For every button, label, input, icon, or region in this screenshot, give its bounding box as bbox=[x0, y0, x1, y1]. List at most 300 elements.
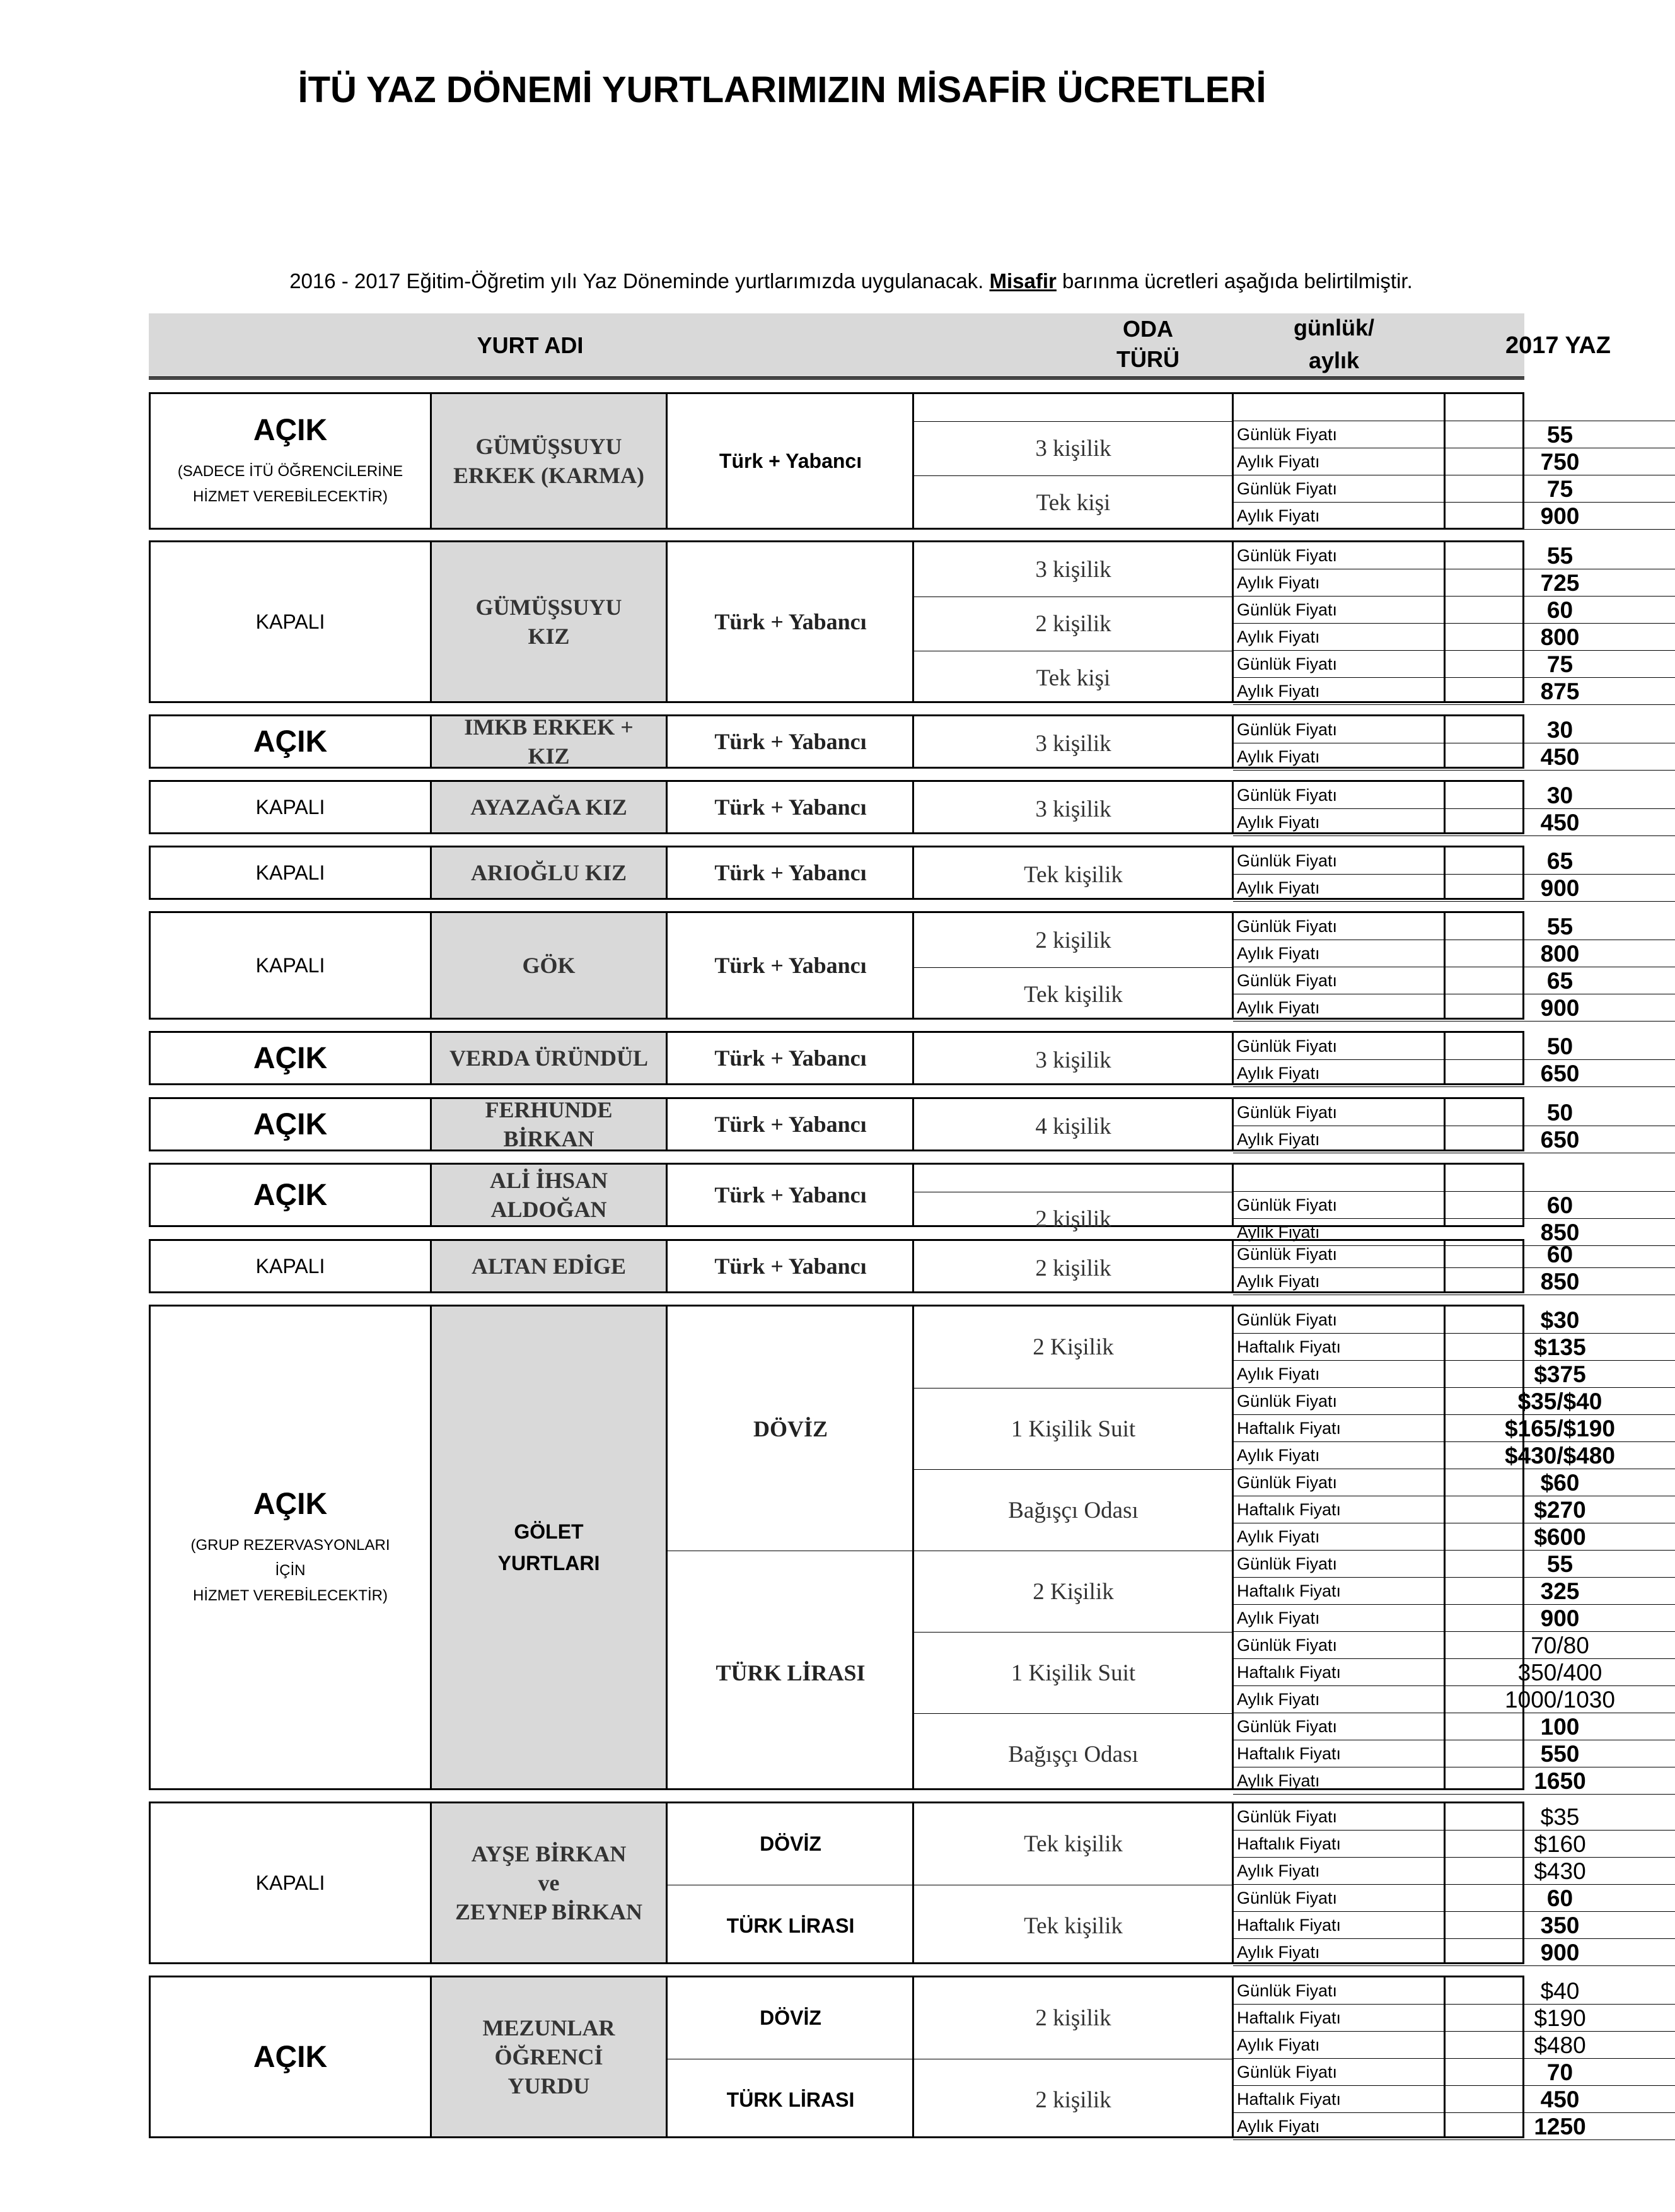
dorm-name-cell bbox=[430, 1803, 668, 1962]
dorm-status-cell bbox=[151, 847, 430, 898]
room-scope: Türk + Yabancı bbox=[714, 953, 867, 978]
column-divider bbox=[912, 1307, 914, 1788]
room-type: Tek kişilik bbox=[913, 1885, 1233, 1966]
room-type: 2 Kişilik bbox=[1033, 1334, 1114, 1360]
column-divider bbox=[1444, 1165, 1446, 1225]
rate-value: $430/$480 bbox=[1445, 1442, 1675, 1469]
dorm-name-cell bbox=[430, 1307, 668, 1788]
column-divider bbox=[1232, 847, 1234, 898]
column-divider bbox=[912, 782, 914, 832]
note-line: HİZMET VEREBİLECEKTİR) bbox=[193, 1586, 388, 1604]
room-type: 2 Kişilik bbox=[913, 1551, 1233, 1632]
rate-value: 850 bbox=[1445, 1219, 1675, 1246]
dorm-name-line: FERHUNDE bbox=[485, 1097, 613, 1122]
rate-value: 70/80 bbox=[1445, 1632, 1675, 1659]
column-divider bbox=[1232, 1803, 1234, 1962]
rate-label: Günlük Fiyatı bbox=[1233, 1551, 1445, 1578]
scope-group: DÖVİZ bbox=[760, 2006, 821, 2029]
header-period-2: aylık bbox=[1308, 347, 1360, 373]
dorm-name bbox=[455, 1839, 642, 1926]
rate-label: Aylık Fiyatı bbox=[1233, 624, 1445, 651]
dorm-name bbox=[522, 951, 575, 980]
rate-label: Haftalık Fiyatı bbox=[1233, 1740, 1445, 1767]
dorm-name-line: YURDU bbox=[507, 2073, 590, 2098]
table-block bbox=[149, 540, 1580, 704]
rate-label: Günlük Fiyatı bbox=[1233, 716, 1445, 743]
column-divider bbox=[1232, 782, 1234, 832]
rate-label: Günlük Fiyatı bbox=[1233, 1099, 1445, 1126]
rate-value: $165/$190 bbox=[1445, 1415, 1675, 1442]
rate-label: Günlük Fiyatı bbox=[1233, 1469, 1445, 1496]
intro-text bbox=[145, 264, 1557, 299]
rate-label: Aylık Fiyatı bbox=[1233, 503, 1445, 530]
rate-value: 75 bbox=[1445, 475, 1675, 503]
rate-value: 900 bbox=[1445, 1939, 1675, 1966]
rate-label: Günlük Fiyatı bbox=[1233, 542, 1445, 569]
rate-label: Günlük Fiyatı bbox=[1233, 1713, 1445, 1740]
rate-label: Haftalık Fiyatı bbox=[1233, 2005, 1445, 2032]
rate-value: 70 bbox=[1445, 2059, 1675, 2086]
status-wrap bbox=[256, 610, 325, 634]
rate-value: $600 bbox=[1445, 1523, 1675, 1551]
rate-value-empty bbox=[1445, 1165, 1675, 1192]
rate-value: $160 bbox=[1445, 1831, 1675, 1858]
dorm-name bbox=[490, 1166, 608, 1224]
rate-value: $270 bbox=[1445, 1496, 1675, 1523]
room-type: 2 kişilik bbox=[1035, 927, 1111, 953]
rate-value: 900 bbox=[1445, 875, 1675, 902]
dorm-status: AÇIK bbox=[253, 413, 328, 447]
rate-label: Haftalık Fiyatı bbox=[1233, 1496, 1445, 1523]
room-type: 2 kişilik bbox=[913, 1192, 1233, 1246]
dorm-status-cell bbox=[151, 1977, 430, 2136]
rate-label: Günlük Fiyatı bbox=[1233, 1241, 1445, 1268]
room-type: 3 kişilik bbox=[1035, 556, 1111, 583]
rate-label: Haftalık Fiyatı bbox=[1233, 1831, 1445, 1858]
dorm-name-line: VERDA ÜRÜNDÜL bbox=[449, 1045, 649, 1071]
header-yurt-adi: YURT ADI bbox=[477, 332, 584, 358]
rate-value: 65 bbox=[1445, 847, 1675, 875]
rate-label: Günlük Fiyatı bbox=[1233, 1307, 1445, 1334]
column-divider bbox=[1444, 782, 1446, 832]
rate-value: $135 bbox=[1445, 1334, 1675, 1361]
status-wrap bbox=[256, 1255, 325, 1278]
room-type: Tek kişi bbox=[913, 475, 1233, 530]
column-divider bbox=[912, 1165, 914, 1225]
room-type: Tek kişi bbox=[913, 651, 1233, 705]
room-scope: Türk + Yabancı bbox=[714, 609, 867, 634]
rate-value: $30 bbox=[1445, 1307, 1675, 1334]
dorm-name-line: ALDOĞAN bbox=[490, 1197, 607, 1222]
room-type: 2 kişilik bbox=[913, 597, 1233, 651]
rate-value: 75 bbox=[1445, 651, 1675, 678]
note-line: (SADECE İTÜ ÖĞRENCİLERİNE bbox=[177, 462, 403, 480]
rate-label: Günlük Fiyatı bbox=[1233, 1033, 1445, 1060]
scope-group: DÖVİZ bbox=[753, 1416, 828, 1441]
dorm-name-cell bbox=[430, 1099, 668, 1150]
rate-label: Günlük Fiyatı bbox=[1233, 967, 1445, 994]
rate-value: 800 bbox=[1445, 624, 1675, 651]
rate-label: Aylık Fiyatı bbox=[1233, 1219, 1445, 1246]
dorm-name-cell bbox=[430, 1033, 668, 1083]
column-divider bbox=[1444, 1033, 1446, 1083]
rate-label: Günlük Fiyatı bbox=[1233, 651, 1445, 678]
dorm-status-cell bbox=[151, 1033, 430, 1083]
status-wrap bbox=[256, 861, 325, 885]
rate-label: Aylık Fiyatı bbox=[1233, 1442, 1445, 1469]
status-wrap bbox=[253, 1041, 327, 1076]
dorm-status-cell bbox=[151, 394, 430, 528]
dorm-status: KAPALI bbox=[255, 1254, 325, 1278]
rate-value: $430 bbox=[1445, 1858, 1675, 1885]
rate-label-empty bbox=[1233, 1165, 1445, 1192]
header-oda-2: TÜRÜ bbox=[1116, 346, 1179, 372]
status-wrap bbox=[256, 796, 325, 819]
rate-label: Günlük Fiyatı bbox=[1233, 1388, 1445, 1415]
dorm-status-cell bbox=[151, 782, 430, 832]
table-block bbox=[149, 1802, 1586, 1965]
room-scope: Türk + Yabancı bbox=[714, 1182, 867, 1208]
room-type: 1 Kişilik Suit bbox=[913, 1632, 1233, 1713]
rate-label: Aylık Fiyatı bbox=[1233, 678, 1445, 705]
rate-label: Aylık Fiyatı bbox=[1233, 1767, 1445, 1795]
rate-label: Haftalık Fiyatı bbox=[1233, 1415, 1445, 1442]
dorm-name-line: AYAZAĞA KIZ bbox=[470, 795, 627, 820]
rate-value: 900 bbox=[1445, 994, 1675, 1022]
rate-label: Aylık Fiyatı bbox=[1233, 1060, 1445, 1087]
status-wrap bbox=[253, 2040, 327, 2075]
dorm-name-line: GÖK bbox=[522, 953, 576, 978]
rate-value: $480 bbox=[1445, 2032, 1675, 2059]
column-divider bbox=[1232, 394, 1234, 528]
scope-group: TÜRK LİRASI bbox=[668, 1551, 913, 1795]
dorm-name-cell bbox=[430, 913, 668, 1018]
rate-value: 875 bbox=[1445, 678, 1675, 705]
dorm-name-cell bbox=[430, 542, 668, 701]
rate-label: Aylık Fiyatı bbox=[1233, 1686, 1445, 1713]
rate-label: Aylık Fiyatı bbox=[1233, 1605, 1445, 1632]
table-block bbox=[149, 392, 1580, 530]
rate-label-empty bbox=[1233, 394, 1445, 421]
rate-label: Haftalık Fiyatı bbox=[1233, 1334, 1445, 1361]
room-scope: Türk + Yabancı bbox=[714, 1254, 867, 1279]
rate-label: Aylık Fiyatı bbox=[1233, 1939, 1445, 1966]
scope-group: TÜRK LİRASI bbox=[668, 1885, 913, 1966]
rate-label: Günlük Fiyatı bbox=[1233, 913, 1445, 940]
column-divider bbox=[1232, 542, 1234, 701]
room-scope: Türk + Yabancı bbox=[714, 1045, 867, 1071]
rate-value: 450 bbox=[1445, 743, 1675, 771]
dorm-status: AÇIK bbox=[253, 1107, 328, 1141]
dorm-status-cell bbox=[151, 1241, 430, 1291]
column-divider bbox=[1444, 1977, 1446, 2136]
status-wrap bbox=[178, 413, 403, 509]
dorm-status-cell bbox=[151, 1307, 430, 1788]
dorm-status: AÇIK bbox=[253, 1041, 328, 1075]
rate-label: Aylık Fiyatı bbox=[1233, 875, 1445, 902]
column-divider bbox=[1232, 913, 1234, 1018]
rate-value: $60 bbox=[1445, 1469, 1675, 1496]
rate-label: Aylık Fiyatı bbox=[1233, 1361, 1445, 1388]
rate-value: 100 bbox=[1445, 1713, 1675, 1740]
dorm-name-line: BİRKAN bbox=[503, 1126, 594, 1151]
table-block bbox=[149, 1976, 1586, 2139]
table-block bbox=[149, 1031, 1580, 1086]
dorm-status: KAPALI bbox=[255, 861, 325, 884]
room-type: Tek kişilik bbox=[1024, 861, 1123, 888]
rate-value: 750 bbox=[1445, 448, 1675, 475]
table-block bbox=[149, 1097, 1580, 1153]
status-wrap bbox=[190, 1487, 390, 1609]
column-divider bbox=[912, 1977, 914, 2136]
rate-value: 850 bbox=[1445, 1268, 1675, 1295]
dorm-status-cell bbox=[151, 913, 430, 1018]
dorm-name bbox=[453, 432, 644, 490]
dorm-status-note bbox=[190, 1533, 390, 1609]
room-type: Bağışçı Odası bbox=[913, 1469, 1233, 1551]
dorm-name-line: ALTAN EDİGE bbox=[471, 1254, 627, 1279]
column-divider bbox=[1232, 1977, 1234, 2136]
rate-label: Aylık Fiyatı bbox=[1233, 2113, 1445, 2140]
dorm-name bbox=[449, 1044, 648, 1073]
rate-label: Günlük Fiyatı bbox=[1233, 1632, 1445, 1659]
dorm-name-cell bbox=[430, 782, 668, 832]
rate-value: 60 bbox=[1445, 1885, 1675, 1912]
table-block bbox=[149, 780, 1580, 835]
column-divider bbox=[1444, 913, 1446, 1018]
column-divider bbox=[1444, 1241, 1446, 1291]
column-divider bbox=[1232, 1033, 1234, 1083]
dorm-name-line: KIZ bbox=[528, 624, 570, 649]
rate-value: 50 bbox=[1445, 1099, 1675, 1126]
rate-label: Günlük Fiyatı bbox=[1233, 597, 1445, 624]
column-divider bbox=[1444, 847, 1446, 898]
note-line: HİZMET VEREBİLECEKTİR) bbox=[193, 487, 388, 505]
table-block bbox=[149, 1305, 1615, 1794]
column-divider bbox=[912, 847, 914, 898]
dorm-name-line: ÖĞRENCİ bbox=[494, 2044, 603, 2069]
column-divider bbox=[1444, 1307, 1446, 1788]
column-divider bbox=[912, 394, 914, 528]
room-type: 2 kişilik bbox=[913, 2059, 1233, 2140]
column-divider bbox=[1444, 1803, 1446, 1962]
dorm-name-cell bbox=[430, 1977, 668, 2136]
rate-label: Günlük Fiyatı bbox=[1233, 421, 1445, 448]
rate-value: 1000/1030 bbox=[1445, 1686, 1675, 1713]
room-type: 3 kişilik bbox=[1035, 796, 1111, 822]
table-header bbox=[149, 313, 1611, 380]
rate-value: 350 bbox=[1445, 1912, 1675, 1939]
rate-value: 900 bbox=[1445, 1605, 1675, 1632]
rate-value: 50 bbox=[1445, 1033, 1675, 1060]
dorm-name bbox=[464, 713, 634, 771]
dorm-name-line: YURTLARI bbox=[497, 1552, 600, 1575]
column-divider bbox=[1444, 542, 1446, 701]
dorm-name-cell bbox=[430, 1165, 668, 1225]
rate-label: Aylık Fiyatı bbox=[1233, 1523, 1445, 1551]
dorm-status-cell bbox=[151, 716, 430, 767]
dorm-name bbox=[470, 793, 627, 822]
rate-value: 60 bbox=[1445, 1192, 1675, 1219]
room-scope: Türk + Yabancı bbox=[719, 449, 862, 472]
dorm-name-line: GÖLET bbox=[514, 1520, 584, 1543]
page-title: İTÜ YAZ DÖNEMİ YURTLARIMIZIN MİSAFİR ÜCRETLERİ bbox=[298, 69, 1266, 110]
rate-value: 900 bbox=[1445, 503, 1675, 530]
header-oda-1: ODA bbox=[1123, 316, 1173, 342]
room-type: 2 kişilik bbox=[1035, 1255, 1111, 1281]
column-divider bbox=[912, 1099, 914, 1150]
dorm-name bbox=[498, 1516, 600, 1579]
room-type: 2 kişilik bbox=[1035, 2005, 1111, 2031]
rate-label: Günlük Fiyatı bbox=[1233, 782, 1445, 809]
dorm-name-cell bbox=[430, 394, 668, 528]
table-block bbox=[149, 1239, 1580, 1295]
room-type: 3 kişilik bbox=[1035, 730, 1111, 757]
column-divider bbox=[1232, 1241, 1234, 1291]
status-wrap bbox=[256, 954, 325, 977]
dorm-status-cell bbox=[151, 1165, 430, 1225]
rate-label: Aylık Fiyatı bbox=[1233, 2032, 1445, 2059]
table-block bbox=[149, 846, 1580, 901]
room-type: Tek kişilik bbox=[913, 967, 1233, 1022]
dorm-name bbox=[485, 1095, 612, 1153]
rate-label: Günlük Fiyatı bbox=[1233, 1803, 1445, 1831]
column-divider bbox=[1232, 1307, 1234, 1788]
rate-label: Aylık Fiyatı bbox=[1233, 1858, 1445, 1885]
rate-label: Aylık Fiyatı bbox=[1233, 448, 1445, 475]
rate-value: 350/400 bbox=[1445, 1659, 1675, 1686]
dorm-status-cell bbox=[151, 1099, 430, 1150]
rate-label: Aylık Fiyatı bbox=[1233, 940, 1445, 967]
dorm-name bbox=[482, 2013, 615, 2100]
status-wrap bbox=[253, 1107, 327, 1142]
room-scope: Türk + Yabancı bbox=[714, 795, 867, 820]
room-scope: Türk + Yabancı bbox=[714, 1112, 867, 1137]
dorm-status-note bbox=[178, 459, 403, 509]
rate-value-empty bbox=[1445, 394, 1675, 421]
column-divider bbox=[1232, 1165, 1234, 1225]
rate-value: 450 bbox=[1445, 2086, 1675, 2113]
dorm-name bbox=[471, 858, 627, 887]
intro-before: 2016 - 2017 Eğitim-Öğretim yılı Yaz Döneminde yurtlarımızda uygulanacak. bbox=[289, 269, 990, 293]
dorm-name bbox=[475, 593, 622, 651]
scope-group: DÖVİZ bbox=[760, 1832, 821, 1855]
dorm-name-cell bbox=[430, 1241, 668, 1291]
room-type: Tek kişilik bbox=[1024, 1831, 1123, 1857]
dorm-name-line: GÜMÜŞSUYU bbox=[475, 595, 622, 620]
rate-label: Günlük Fiyatı bbox=[1233, 1885, 1445, 1912]
dorm-status: KAPALI bbox=[255, 795, 325, 818]
dorm-status: AÇIK bbox=[253, 1178, 328, 1212]
dorm-name-line: ve bbox=[538, 1870, 560, 1895]
rate-value: $35 bbox=[1445, 1803, 1675, 1831]
dorm-status: AÇIK bbox=[253, 1487, 328, 1521]
status-wrap bbox=[253, 1178, 327, 1213]
dorm-name-line: ERKEK (KARMA) bbox=[453, 463, 644, 488]
dorm-status: AÇIK bbox=[253, 2040, 328, 2074]
rate-value: 1650 bbox=[1445, 1767, 1675, 1795]
rate-label: Aylık Fiyatı bbox=[1233, 743, 1445, 771]
rate-label: Haftalık Fiyatı bbox=[1233, 2086, 1445, 2113]
dorm-name-cell bbox=[430, 716, 668, 767]
rate-label: Günlük Fiyatı bbox=[1233, 1192, 1445, 1219]
rate-label: Aylık Fiyatı bbox=[1233, 994, 1445, 1022]
dorm-status-cell bbox=[151, 542, 430, 701]
dorm-name-line: KIZ bbox=[528, 743, 570, 769]
dorm-name-line: IMKB ERKEK + bbox=[464, 714, 634, 740]
note-line: (GRUP REZERVASYONLARI bbox=[190, 1536, 390, 1554]
room-type: 3 kişilik bbox=[1035, 1047, 1111, 1073]
rate-label: Haftalık Fiyatı bbox=[1233, 1578, 1445, 1605]
table-block bbox=[149, 714, 1580, 770]
dorm-name-line: AYŞE BİRKAN bbox=[471, 1841, 627, 1866]
rate-value: 30 bbox=[1445, 716, 1675, 743]
column-divider bbox=[912, 716, 914, 767]
room-type: Bağışçı Odası bbox=[913, 1713, 1233, 1795]
dorm-status: KAPALI bbox=[255, 1871, 325, 1894]
rate-label: Günlük Fiyatı bbox=[1233, 475, 1445, 503]
rate-value: 550 bbox=[1445, 1740, 1675, 1767]
rate-label: Günlük Fiyatı bbox=[1233, 2059, 1445, 2086]
dorm-name-line: ARIOĞLU KIZ bbox=[470, 860, 627, 885]
rate-value: $190 bbox=[1445, 2005, 1675, 2032]
rate-label: Aylık Fiyatı bbox=[1233, 1126, 1445, 1153]
intro-emph: Misafir bbox=[989, 269, 1057, 293]
rate-value: 725 bbox=[1445, 569, 1675, 597]
rate-label: Aylık Fiyatı bbox=[1233, 1268, 1445, 1295]
scope-group: TÜRK LİRASI bbox=[668, 2059, 913, 2140]
rate-value: 325 bbox=[1445, 1578, 1675, 1605]
rate-value: 450 bbox=[1445, 809, 1675, 836]
column-divider bbox=[1444, 716, 1446, 767]
column-divider bbox=[912, 542, 914, 701]
table-block bbox=[149, 1163, 1580, 1245]
room-scope: Türk + Yabancı bbox=[714, 729, 867, 754]
status-wrap bbox=[253, 725, 327, 759]
rate-value: 60 bbox=[1445, 597, 1675, 624]
room-type: 3 kişilik bbox=[913, 421, 1233, 475]
dorm-name-line: GÜMÜŞSUYU bbox=[475, 434, 622, 459]
rate-value: 55 bbox=[1445, 1551, 1675, 1578]
rate-value: 30 bbox=[1445, 782, 1675, 809]
rate-label: Günlük Fiyatı bbox=[1233, 1977, 1445, 2005]
rate-label: Aylık Fiyatı bbox=[1233, 569, 1445, 597]
rate-value: 55 bbox=[1445, 421, 1675, 448]
column-divider bbox=[912, 1033, 914, 1083]
column-divider bbox=[912, 913, 914, 1018]
dorm-name bbox=[472, 1252, 626, 1281]
rate-value: 650 bbox=[1445, 1060, 1675, 1087]
room-scope: Türk + Yabancı bbox=[714, 860, 867, 885]
column-divider bbox=[1232, 716, 1234, 767]
room-type: 4 kişilik bbox=[1035, 1113, 1111, 1139]
header-season: 2017 YAZ bbox=[1505, 332, 1611, 359]
rate-label: Günlük Fiyatı bbox=[1233, 847, 1445, 875]
dorm-name-line: ZEYNEP BİRKAN bbox=[455, 1899, 643, 1924]
column-divider bbox=[1232, 1099, 1234, 1150]
rate-label: Haftalık Fiyatı bbox=[1233, 1912, 1445, 1939]
status-wrap bbox=[256, 1871, 325, 1895]
rate-value: 55 bbox=[1445, 913, 1675, 940]
room-type: 1 Kişilik Suit bbox=[913, 1388, 1233, 1469]
rate-value: 650 bbox=[1445, 1126, 1675, 1153]
dorm-status: KAPALI bbox=[255, 610, 325, 633]
rate-value: 800 bbox=[1445, 940, 1675, 967]
dorm-status: AÇIK bbox=[253, 725, 328, 759]
dorm-name-line: MEZUNLAR bbox=[482, 2015, 615, 2040]
rate-value: 1250 bbox=[1445, 2113, 1675, 2140]
column-divider bbox=[912, 1803, 914, 1962]
